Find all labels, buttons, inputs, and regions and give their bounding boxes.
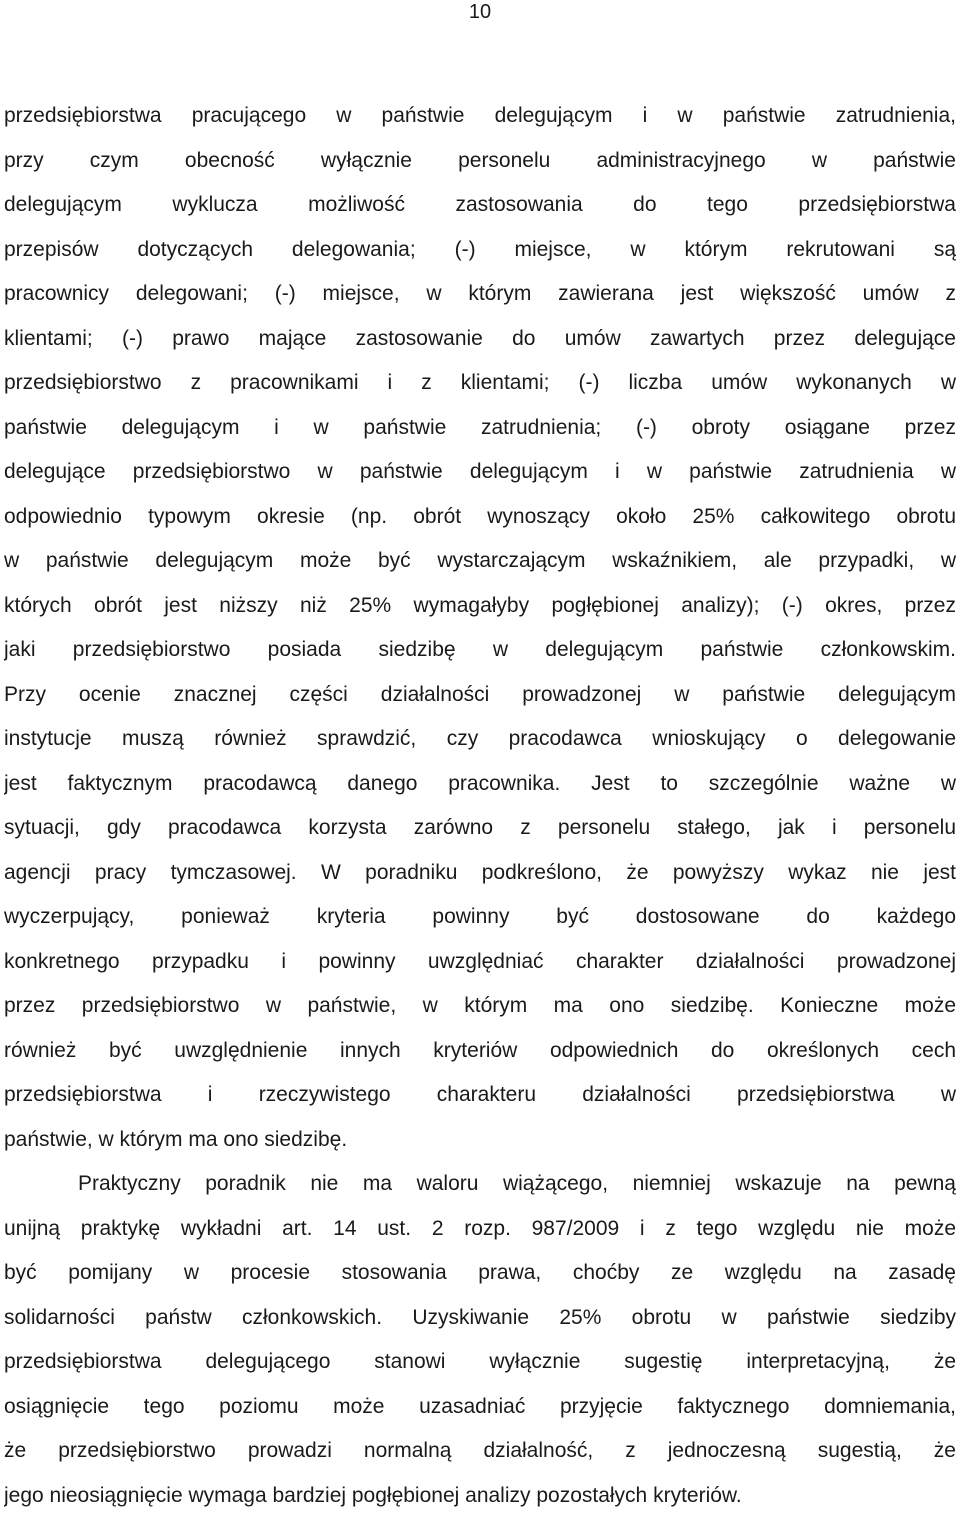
text-line: instytucje muszą również sprawdzić, czy pracodawca wnioskujący o delegowanie xyxy=(4,717,956,762)
text-line: przedsiębiorstwa i rzeczywistego charakteru działalności przedsiębiorstwa w xyxy=(4,1073,956,1118)
text-line: odpowiednio typowym okresie (np. obrót wynoszący około 25% całkowitego obrotu xyxy=(4,495,956,540)
text-line: których obrót jest niższy niż 25% wymagałyby pogłębionej analizy); (-) okres, przez xyxy=(4,584,956,629)
text-line: osiągnięcie tego poziomu może uzasadniać przyjęcie faktycznego domniemania, xyxy=(4,1385,956,1430)
text-line: w państwie delegującym może być wystarczającym wskaźnikiem, ale przypadki, w xyxy=(4,539,956,584)
paragraph-1 xyxy=(4,94,956,1162)
text-line: unijną praktykę wykładni art. 14 ust. 2 rozp. 987/2009 i z tego względu nie może xyxy=(4,1207,956,1252)
text-line: delegującym wyklucza możliwość zastosowania do tego przedsiębiorstwa xyxy=(4,183,956,228)
text-line: jaki przedsiębiorstwo posiada siedzibę w delegującym państwie członkowskim. xyxy=(4,628,956,673)
text-line: delegujące przedsiębiorstwo w państwie delegującym i w państwie zatrudnienia w xyxy=(4,450,956,495)
text-line: przedsiębiorstwo z pracownikami i z klientami; (-) liczba umów wykonanych w xyxy=(4,361,956,406)
text-line: wyczerpujący, ponieważ kryteria powinny być dostosowane do każdego xyxy=(4,895,956,940)
page-number: 10 xyxy=(0,0,960,24)
text-line: konkretnego przypadku i powinny uwzględniać charakter działalności prowadzonej xyxy=(4,940,956,985)
text-line: solidarności państw członkowskich. Uzyskiwanie 25% obrotu w państwie siedziby xyxy=(4,1296,956,1341)
text-line: Praktyczny poradnik nie ma waloru wiążącego, niemniej wskazuje na pewną xyxy=(4,1162,956,1207)
paragraph-2 xyxy=(4,1162,956,1518)
document-body xyxy=(4,94,956,1518)
text-line: Przy ocenie znacznej części działalności prowadzonej w państwie delegującym xyxy=(4,673,956,718)
text-line: klientami; (-) prawo mające zastosowanie do umów zawartych przez delegujące xyxy=(4,317,956,362)
text-line: sytuacji, gdy pracodawca korzysta zarówno z personelu stałego, jak i personelu xyxy=(4,806,956,851)
text-line: być pomijany w procesie stosowania prawa, choćby ze względu na zasadę xyxy=(4,1251,956,1296)
text-line: przepisów dotyczących delegowania; (-) miejsce, w którym rekrutowani są xyxy=(4,228,956,273)
text-line: również być uwzględnienie innych kryteriów odpowiednich do określonych cech xyxy=(4,1029,956,1074)
text-line: że przedsiębiorstwo prowadzi normalną działalność, z jednoczesną sugestią, że xyxy=(4,1429,956,1474)
text-line: agencji pracy tymczasowej. W poradniku podkreślono, że powyższy wykaz nie jest xyxy=(4,851,956,896)
text-line: jego nieosiągnięcie wymaga bardziej pogłębionej analizy pozostałych kryteriów. xyxy=(4,1474,956,1518)
text-line: przy czym obecność wyłącznie personelu administracyjnego w państwie xyxy=(4,139,956,184)
text-line: przez przedsiębiorstwo w państwie, w którym ma ono siedzibę. Konieczne może xyxy=(4,984,956,1029)
text-line: państwie delegującym i w państwie zatrudnienia; (-) obroty osiągane przez xyxy=(4,406,956,451)
text-line: jest faktycznym pracodawcą danego pracownika. Jest to szczególnie ważne w xyxy=(4,762,956,807)
text-line: przedsiębiorstwa pracującego w państwie delegującym i w państwie zatrudnienia, xyxy=(4,94,956,139)
text-line: państwie, w którym ma ono siedzibę. xyxy=(4,1118,956,1163)
text-line: przedsiębiorstwa delegującego stanowi wyłącznie sugestię interpretacyjną, że xyxy=(4,1340,956,1385)
text-line: pracownicy delegowani; (-) miejsce, w którym zawierana jest większość umów z xyxy=(4,272,956,317)
